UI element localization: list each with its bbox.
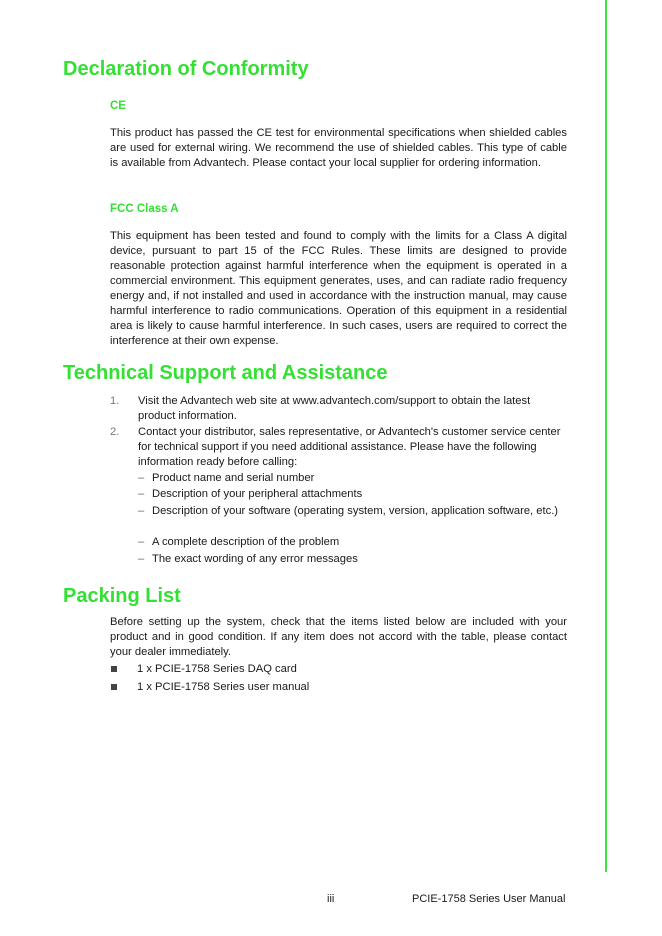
info-text: Description of your peripheral attachments: [152, 488, 363, 500]
support-step: [110, 425, 567, 470]
dash-marker: –: [138, 553, 145, 565]
info-list-item: [138, 471, 567, 486]
fcc-paragraph: This equipment has been tested and found to comply with the limits for a Class A digital device, pursuant to part 15 of the FCC Rules. These limits are designed to provide reasonable protection against harmful interference when the equipment is operated in a commercial environment. This equipment generates, uses, and can radiate radio frequency energy and, if not installed and used in accordance with the instruction manual, may cause harmful interference to radio communications. Operation of this equipment in a residential area is likely to cause harmful interference. In such cases, users are required to correct the interference at their own expense.: [110, 230, 567, 347]
step-number: 1.: [110, 395, 120, 407]
support-step: [110, 394, 567, 424]
step-text: Contact your distributor, sales representative, or Advantech's customer service center for technical support if you need additional assistance. Please have the following information ready before calling:: [138, 426, 561, 468]
info-list-item: [138, 487, 567, 502]
info-text: Product name and serial number: [152, 472, 315, 484]
info-list-item: [138, 552, 567, 567]
section-title-conformity: Declaration of Conformity: [63, 58, 309, 80]
subheading-ce: CE: [110, 100, 126, 112]
square-bullet-icon: [111, 666, 117, 672]
info-text: The exact wording of any error messages: [152, 553, 358, 565]
dash-marker: –: [138, 488, 145, 500]
packing-item-text: 1 x PCIE-1758 Series user manual: [137, 681, 310, 693]
info-list-item: [138, 504, 567, 519]
manual-title: PCIE-1758 Series User Manual: [412, 893, 566, 905]
dash-marker: –: [138, 472, 145, 484]
packing-list-item: [110, 680, 567, 695]
info-text: Description of your software (operating system, version, application software, etc.): [152, 505, 559, 517]
page-edge-rule: [605, 0, 607, 872]
ce-paragraph: This product has passed the CE test for environmental specifications when shielded cables are used for external wiring. We recommend the use of shielded cables. This type of cable is available from Advantech. Please contact your local supplier for ordering information.: [110, 127, 567, 169]
section-title-packing: Packing List: [63, 585, 181, 607]
step-text: Visit the Advantech web site at www.advantech.com/support to obtain the latest product information.: [138, 395, 531, 422]
dash-marker: –: [138, 505, 145, 517]
page-number: iii: [327, 893, 335, 905]
step-number: 2.: [110, 426, 120, 438]
section-title-support: Technical Support and Assistance: [63, 362, 388, 384]
info-list-item: [138, 535, 567, 550]
subheading-fcc: FCC Class A: [110, 203, 179, 215]
packing-intro: Before setting up the system, check that the items listed below are included with your product and in good condition. If any item does not accord with the table, please contact your dealer immediately.: [110, 616, 567, 658]
info-text: A complete description of the problem: [152, 536, 340, 548]
square-bullet-icon: [111, 684, 117, 690]
dash-marker: –: [138, 536, 145, 548]
packing-list-item: [110, 662, 567, 677]
packing-item-text: 1 x PCIE-1758 Series DAQ card: [137, 663, 297, 675]
